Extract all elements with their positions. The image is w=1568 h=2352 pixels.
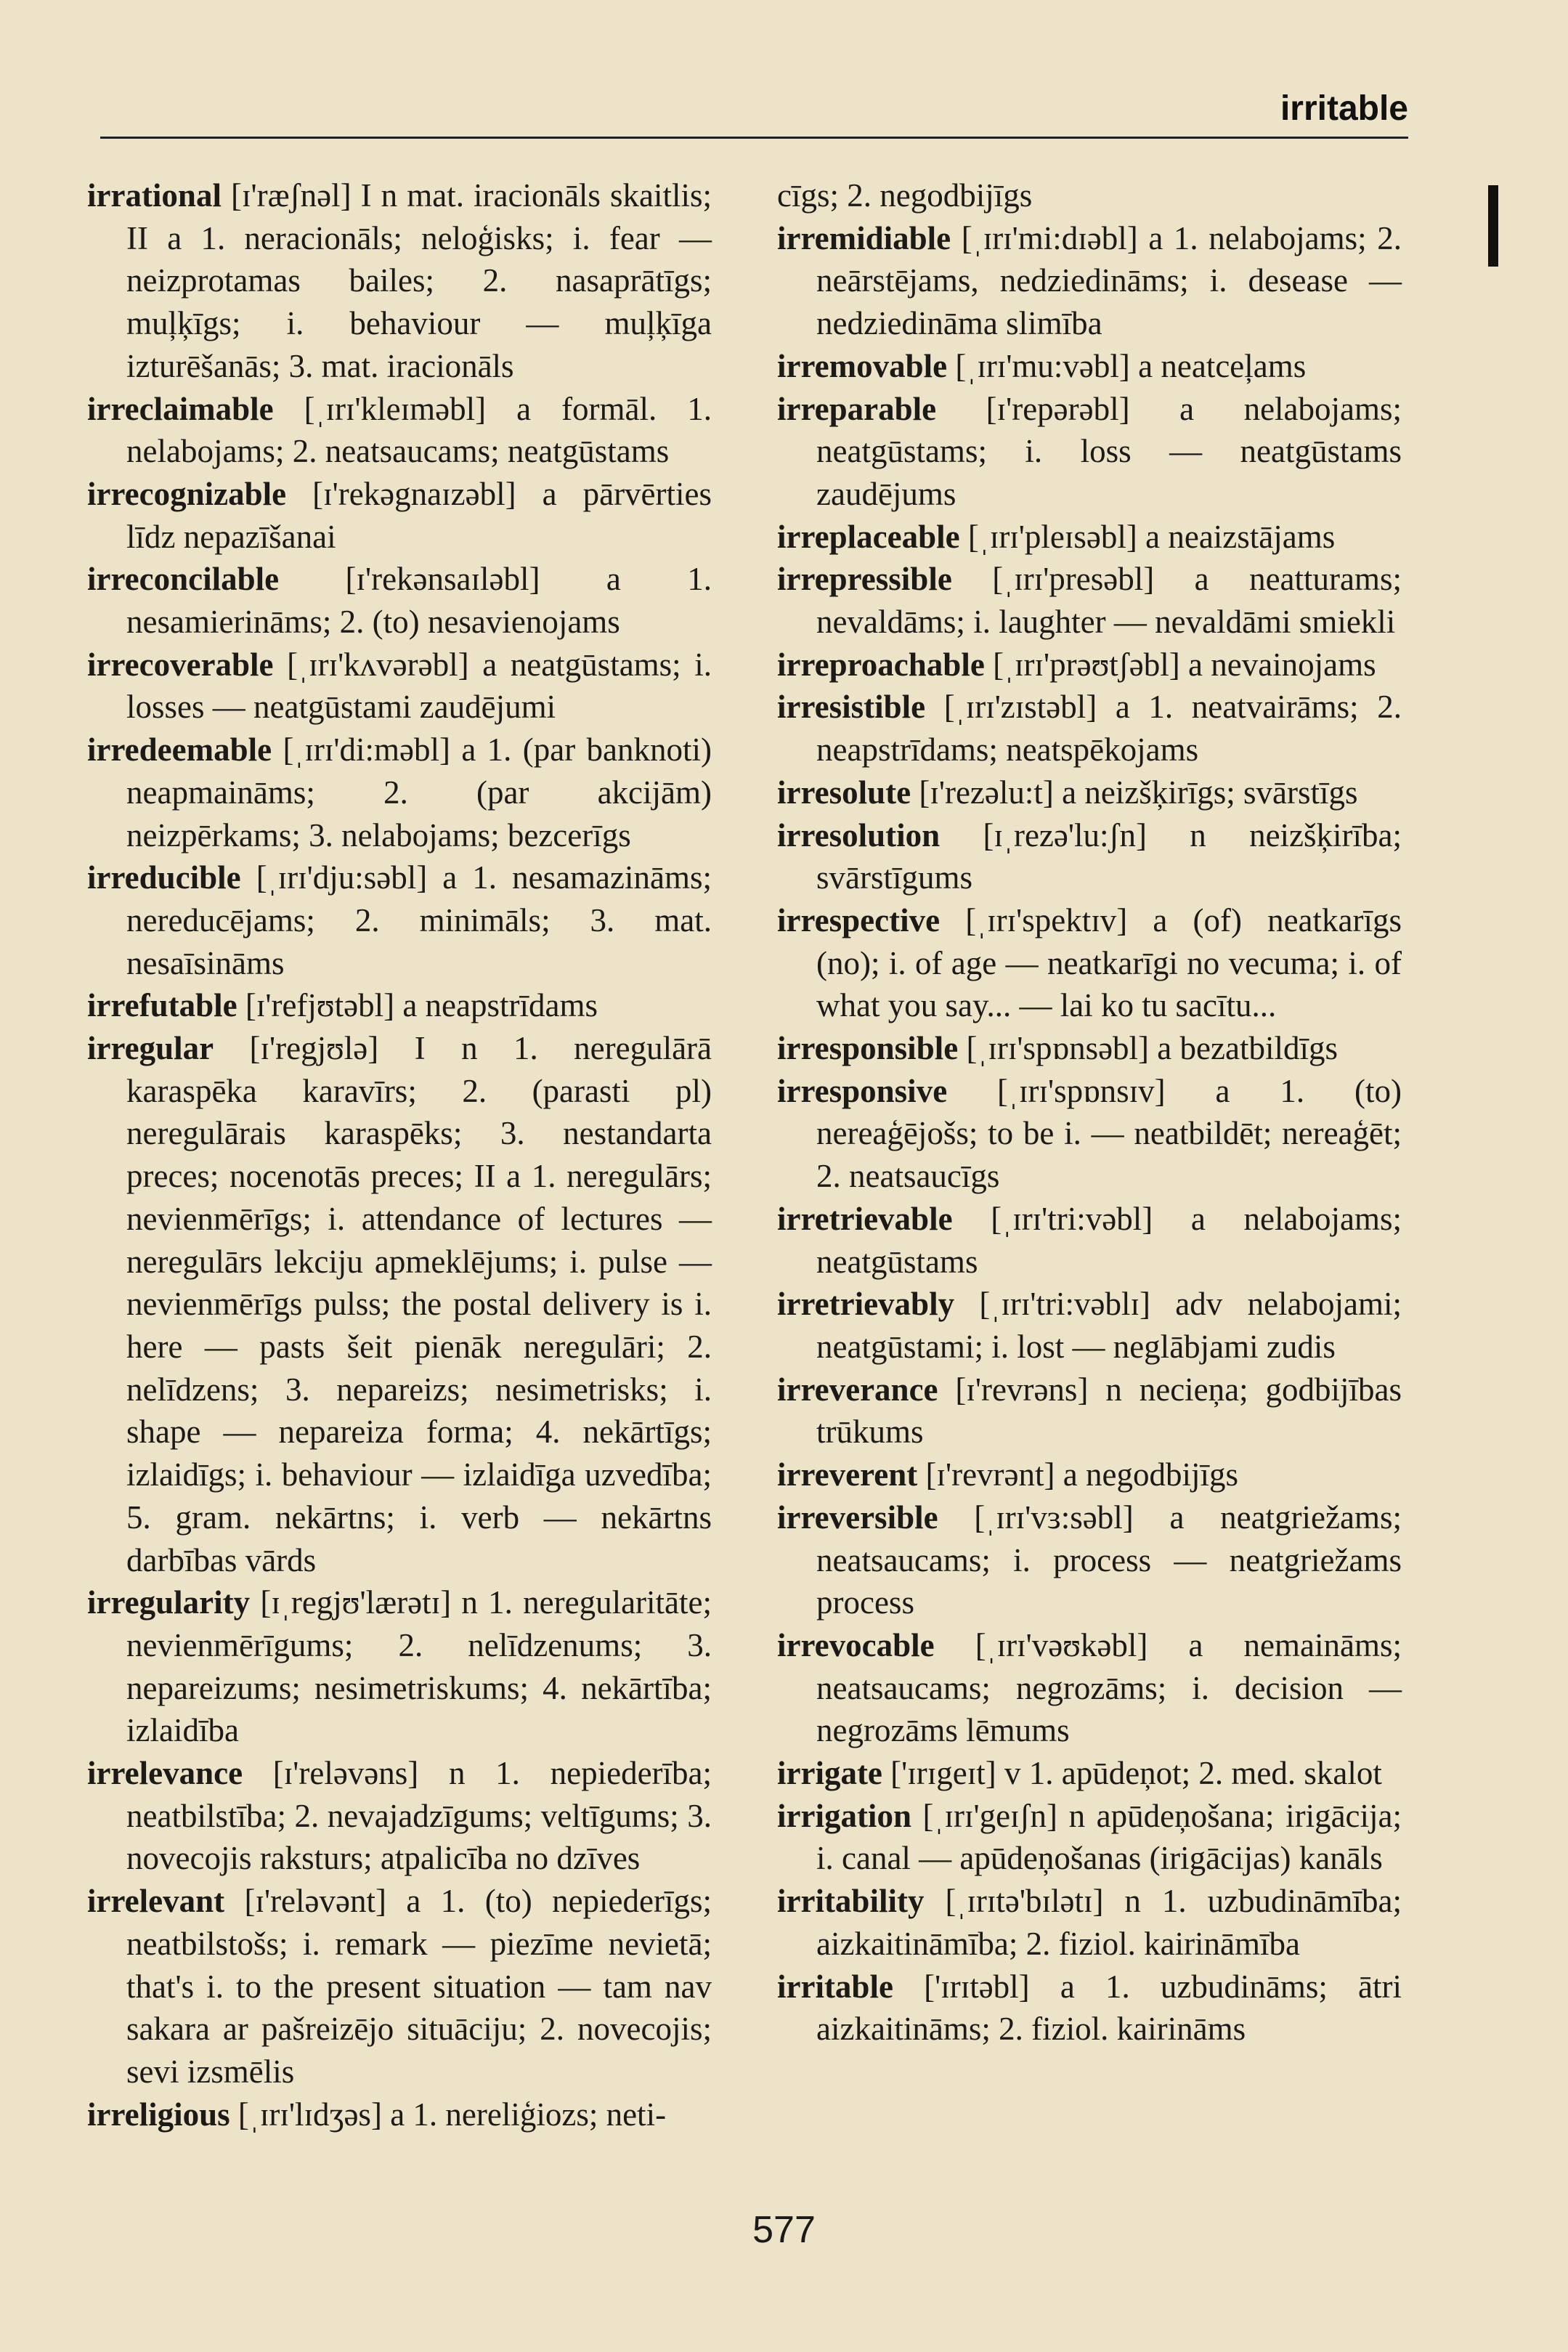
dictionary-entry — [87, 473, 712, 558]
entry-definition: n 1. uzbudināmība; aizkaitināmība; 2. fiziol. kairināmība — [816, 1883, 1402, 1962]
entry-pronunciation: [ˌɪrɪ'pleɪsəbl] — [967, 518, 1137, 555]
entry-definition: n apūdeņošana; irigācija; i. canal — apūdeņošanas (irigācijas) kanāls — [816, 1797, 1402, 1877]
entry-pronunciation: [ɪ'reləvənt] — [244, 1883, 386, 1920]
entry-definition: I n 1. neregulārā karaspēka karavīrs; 2. (parasti pl) neregulārais karaspēks; 3. nestandarta preces; nocenotās preces; II a 1. neregulārs; nevienmērīgs; i. attendance of lectures — neregulārs lekciju apmeklējums; i. pulse — nevienmērīgs pulss; the postal delivery is i. here — pasts šeit pienāk neregulāri; 2. nelīdzens; 3. nepareizs; nesimetrisks; i. shape — nepareiza forma; 4. nekārtīgs; izlaidīgs; i. behaviour — izlaidīga uzvedība; 5. gram. nekārtns; i. verb — nekārtns darbības vārds — [126, 1030, 712, 1578]
entry-pronunciation: [ˌɪrɪ'zɪstəbl] — [943, 689, 1097, 726]
entry-pronunciation: ['ɪrɪtəbl] — [924, 1968, 1030, 2005]
entry-definition: a bezatbildīgs — [1157, 1030, 1338, 1067]
entry-definition: a neatturams; nevaldāms; i. laughter — nevaldāmi smiekli — [816, 561, 1402, 641]
entry-headword: irrepressible — [777, 561, 952, 598]
entry-headword: irreclaimable — [87, 390, 274, 427]
entry-headword: irreligious — [87, 2096, 230, 2133]
left-column — [87, 174, 712, 2136]
entry-pronunciation: [ˌɪrɪ'lɪdʒəs] — [237, 2096, 382, 2133]
entry-pronunciation: [ˌɪrɪ'prəʊtʃəbl] — [993, 646, 1180, 683]
entry-definition: a neapstrīdams — [402, 987, 598, 1024]
entry-pronunciation: [ˌɪrɪ'kleɪməbl] — [304, 390, 487, 427]
dictionary-entry — [777, 1496, 1402, 1624]
entry-definition: a nemaināms; neatsaucams; negrozāms; i. decision — negrozāms lēmums — [816, 1626, 1402, 1749]
entry-headword: irrigate — [777, 1755, 882, 1792]
header-rule — [100, 137, 1408, 139]
right-column — [777, 174, 1402, 2051]
dictionary-entry — [777, 1624, 1402, 1752]
dictionary-entry — [87, 558, 712, 643]
dictionary-entry — [777, 644, 1402, 686]
entry-headword: irritable — [777, 1968, 893, 2005]
dictionary-entry — [777, 771, 1402, 814]
entry-headword: irretrievably — [777, 1286, 955, 1323]
entry-headword: irrigation — [777, 1797, 911, 1834]
dictionary-entry — [777, 1027, 1402, 1070]
entry-headword: irremidiable — [777, 219, 951, 256]
dictionary-entry — [777, 217, 1402, 345]
entry-pronunciation: [ˌɪrɪ'mi:dɪəbl] — [961, 219, 1138, 256]
entry-headword: irreducible — [87, 859, 241, 896]
entry-definition: a pārvērties līdz nepazīšanai — [126, 475, 712, 555]
dictionary-entry — [87, 1880, 712, 2093]
entry-pronunciation: [ˌɪrɪ'vəʊkəbl] — [975, 1626, 1148, 1663]
entry-headword: irresistible — [777, 689, 926, 726]
entry-pronunciation: [ɪ'regjʊlə] — [249, 1030, 379, 1067]
dictionary-entry — [777, 1966, 1402, 2051]
entry-definition: a 1. (par banknoti) neapmaināms; 2. (par akcijām) neizpērkams; 3. nelabojams; bezcerīgs — [126, 731, 712, 853]
entry-definition: a neizšķirīgs; svārstīgs — [1062, 774, 1358, 811]
entry-headword: irresponsive — [777, 1072, 948, 1109]
entry-definition: a 1. nelabojams; 2. neārstējams, nedziedināms; i. desease — nedziedināma slimība — [816, 219, 1402, 342]
entry-headword: irresolute — [777, 774, 911, 811]
dictionary-entry — [777, 1880, 1402, 1965]
dictionary-entry — [777, 814, 1402, 899]
entry-definition: a neatgriežams; neatsaucams; i. process — neatgriežams process — [816, 1499, 1402, 1621]
entry-definition: a nelabojams; neatgūstams — [816, 1200, 1402, 1280]
dictionary-entry — [777, 388, 1402, 516]
dictionary-entry — [777, 345, 1402, 388]
entry-headword: irreconcilable — [87, 561, 280, 598]
entry-headword: irregular — [87, 1030, 214, 1067]
entry-definition: n 1. nepiederība; neatbilstība; 2. nevajadzīgums; veltīgums; 3. novecojis raksturs; atpalicība no dzīves — [126, 1755, 712, 1877]
entry-headword: irreplaceable — [777, 518, 960, 555]
dictionary-entry — [777, 1368, 1402, 1453]
running-head: irritable — [1280, 89, 1408, 128]
dictionary-entry — [87, 2093, 712, 2136]
dictionary-entry — [777, 1752, 1402, 1795]
entry-pronunciation: [ɪˌregjʊ'lærətɪ] — [260, 1584, 452, 1621]
entry-pronunciation: [ˌɪrɪ'spektɪv] — [965, 901, 1128, 938]
entry-pronunciation: [ˌɪrɪ'tri:vəblɪ] — [979, 1286, 1150, 1323]
entry-headword: irrelevance — [87, 1755, 243, 1792]
entry-pronunciation: [ɪˌrezə'lu:ʃn] — [983, 816, 1147, 853]
dictionary-entry — [777, 1070, 1402, 1198]
dictionary-entry — [87, 984, 712, 1027]
dictionary-entry — [777, 558, 1402, 643]
entry-definition: a 1. (to) nepiederīgs; neatbilstošs; i. remark — piezīme nevietā; that's i. to the present situation — tam nav sakara ar pašreizējo situāciju; 2. novecojis; sevi izsmēlis — [126, 1883, 712, 2090]
entry-headword: irresolution — [777, 816, 941, 853]
entry-definition: cīgs; 2. negodbijīgs — [777, 177, 1033, 214]
entry-pronunciation: [ˌɪrɪ'di:məbl] — [283, 731, 450, 769]
dictionary-entry — [87, 174, 712, 388]
entry-pronunciation: [ˌɪrɪ'vɜ:səbl] — [974, 1499, 1134, 1536]
entry-headword: irresponsible — [777, 1030, 959, 1067]
entry-pronunciation: [ɪ'repərəbl] — [986, 390, 1130, 427]
entry-pronunciation: [ɪ'revrənt] — [925, 1456, 1055, 1493]
entry-headword: irretrievable — [777, 1200, 953, 1237]
entry-headword: irreverent — [777, 1456, 918, 1493]
entry-definition: a 1. uzbudināms; ātri aizkaitināms; 2. fiziol. kairināms — [816, 1968, 1402, 2048]
entry-pronunciation: [ˌɪrɪ'spɒnsəbl] — [966, 1030, 1150, 1067]
entry-pronunciation: [ˌɪrɪ'spɒnsɪv] — [997, 1072, 1166, 1109]
entry-definition: n necieņa; godbijības trūkums — [816, 1371, 1402, 1451]
entry-definition: a 1. nesamierināms; 2. (to) nesavienojams — [126, 561, 712, 641]
entry-headword: irrecoverable — [87, 646, 274, 683]
entry-headword: irrelevant — [87, 1883, 225, 1920]
entry-headword: irreparable — [777, 390, 937, 427]
entry-pronunciation: [ɪ'rezəlu:t] — [919, 774, 1054, 811]
entry-definition: a 1. (to) nereaģējošs; to be i. — neatbildēt; nereaģēt; 2. neatsaucīgs — [816, 1072, 1402, 1195]
entry-definition: a nevainojams — [1188, 646, 1376, 683]
entry-headword: irritability — [777, 1883, 925, 1920]
entry-headword: irredeemable — [87, 731, 272, 769]
entry-definition: a neatceļams — [1138, 347, 1307, 384]
entry-definition: a nelabojams; neatgūstams; i. loss — neatgūstams zaudējums — [816, 390, 1402, 512]
entry-headword: irremovable — [777, 347, 948, 384]
entry-pronunciation: [ɪ'revrəns] — [955, 1371, 1089, 1408]
entry-definition: n neizšķirība; svārstīgums — [816, 816, 1402, 896]
entry-headword: irrefutable — [87, 987, 237, 1024]
page-number: 577 — [752, 2209, 816, 2251]
entry-pronunciation: [ˌɪrɪ'dju:səbl] — [256, 859, 428, 896]
entry-definition: v 1. apūdeņot; 2. med. skalot — [1004, 1755, 1382, 1792]
entry-pronunciation: ['ɪrɪgeɪt] — [890, 1755, 996, 1792]
entry-headword: irreproachable — [777, 646, 985, 683]
entry-definition: n 1. neregularitāte; nevienmērīgums; 2. nelīdzenums; 3. nepareizums; nesimetriskums; 4. nekārtība; izlaidība — [126, 1584, 712, 1749]
entry-pronunciation: [ˌɪrɪ'presəbl] — [992, 561, 1155, 598]
entry-definition: a 1. nereliģiozs; neti- — [390, 2096, 667, 2133]
entry-pronunciation: [ˌɪrɪ'kʌvərəbl] — [287, 646, 469, 683]
entry-headword: irregularity — [87, 1584, 251, 1621]
entry-definition: adv nelabojami; neatgūstami; i. lost — neglābjami zudis — [816, 1286, 1402, 1365]
entry-pronunciation: [ɪ'rekənsaɪləbl] — [345, 561, 540, 598]
entry-pronunciation: [ˌɪrɪ'mu:vəbl] — [955, 347, 1130, 384]
entry-pronunciation: [ɪ'reləvəns] — [272, 1755, 419, 1792]
entry-headword: irrecognizable — [87, 475, 287, 512]
dictionary-entry — [777, 516, 1402, 559]
dictionary-entry — [87, 388, 712, 473]
entry-headword: irrespective — [777, 901, 941, 938]
entry-headword: irreverance — [777, 1371, 938, 1408]
dictionary-entry — [87, 1581, 712, 1752]
dictionary-entry — [87, 644, 712, 729]
entry-headword: irrational — [87, 177, 222, 214]
dictionary-entry — [777, 899, 1402, 1027]
dictionary-entry — [777, 686, 1402, 771]
entry-pronunciation: [ɪ'ræʃnəl] — [231, 177, 352, 214]
entry-pronunciation: [ɪ'refjʊtəbl] — [245, 987, 395, 1024]
dictionary-entry — [777, 1795, 1402, 1880]
entry-pronunciation: [ɪ'rekəgnaɪzəbl] — [312, 475, 516, 512]
entry-pronunciation: [ˌɪrɪtə'bɪlətɪ] — [945, 1883, 1104, 1920]
entry-definition: a neatgūstams; i. losses — neatgūstami zaudējumi — [126, 646, 712, 726]
entry-pronunciation: [ˌɪrɪ'geɪʃn] — [922, 1797, 1058, 1834]
entry-definition: a 1. neatvairāms; 2. neapstrīdams; neatspēkojams — [816, 689, 1402, 769]
dictionary-entry — [777, 1453, 1402, 1496]
entry-definition: a (of) neatkarīgs (no); i. of age — neatkarīgi no vecuma; i. of what you say... — lai ko tu sacītu... — [816, 901, 1402, 1024]
dictionary-entry — [87, 856, 712, 984]
entry-headword: irreversible — [777, 1499, 938, 1536]
dictionary-entry — [777, 174, 1402, 217]
entry-definition: a negodbijīgs — [1063, 1456, 1238, 1493]
entry-definition: I n mat. iracionāls skaitlis; II a 1. neracionāls; neloģisks; i. fear — neizprotamas bailes; 2. nasaprātīgs; muļķīgs; i. behaviour — muļķīga izturēšanās; 3. mat. iracionāls — [126, 177, 712, 384]
dictionary-entry — [777, 1198, 1402, 1283]
entry-pronunciation: [ˌɪrɪ'tri:vəbl] — [991, 1200, 1153, 1237]
dictionary-entry — [87, 1027, 712, 1581]
dictionary-entry — [777, 1283, 1402, 1368]
dictionary-entry — [87, 1752, 712, 1880]
entry-definition: a neaizstājams — [1145, 518, 1336, 555]
entry-definition: a formāl. 1. nelabojams; 2. neatsaucams; neatgūstams — [126, 390, 712, 470]
entry-definition: a 1. nesamazināms; nereducējams; 2. minimāls; 3. mat. nesaīsināms — [126, 859, 712, 981]
dictionary-entry — [87, 729, 712, 856]
thumb-index-tab — [1488, 185, 1498, 267]
entry-headword: irrevocable — [777, 1626, 935, 1663]
